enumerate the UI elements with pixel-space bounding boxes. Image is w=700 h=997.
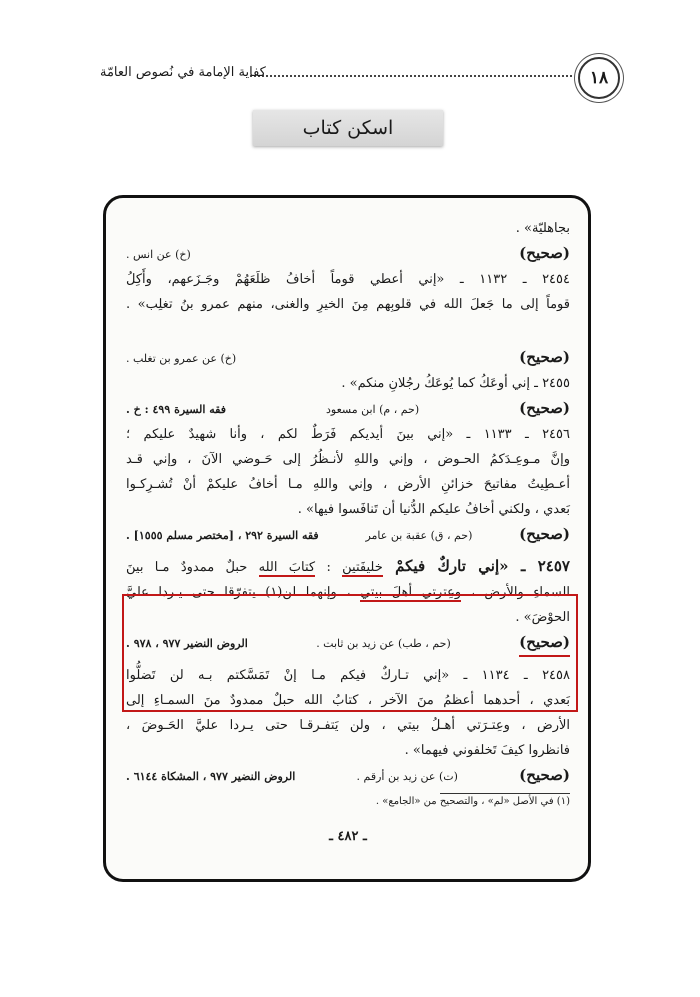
hadith-2456-line-4: بَعدي ، ولكني أخافُ عليكم الدُّنيا أن تَنافَسوا فيها» . (297, 502, 570, 517)
hadith-2454-line-1: ٢٤٥٤ ـ ١١٣٢ ـ «إني أعطي قوماً أخافُ ظلَعَهُمْ وجَـزَعهم، وأَكِلُ (126, 272, 571, 287)
hadith-2455-line: ٢٤٥٥ ـ إني أوعَكُ كما يُوعَكُ رجُلانِ منكم» . (341, 376, 570, 391)
hadith-2457-line-3: الحوْضَ» . (515, 610, 570, 625)
underlined-phrase: كتابَ الله (258, 560, 316, 575)
scanned-page (103, 195, 591, 882)
source: (خ) عن انس . (126, 248, 191, 261)
reference: الروض النضير ٩٧٧ ، المشكاة ٦١٤٤ . (126, 770, 296, 783)
book-title: كفاية الإمامة في نُصوص العامّة (100, 65, 266, 80)
underlined-phrase: وعِترتي أهلَ بيتي (359, 585, 462, 600)
reference: فقه السيرة ٢٩٢ ، [مختصر مسلم ١٥٥٥] . (126, 529, 319, 542)
page-number-badge (578, 57, 620, 99)
grade-row (126, 345, 570, 371)
grade-row (126, 241, 570, 267)
reference: الروض النضير ٩٧٧ ، ٩٧٨ . (126, 637, 248, 650)
footnote: (١) في الأصل «لم» ، والتصحيح من «الجامع» . (375, 796, 570, 807)
source: (حم ، م) ابن مسعود (326, 403, 420, 416)
hadith-2458-line-1: ٢٤٥٨ ـ ١١٣٤ ـ «إني تـاركٌ فيكم مـا إنْ تَمَسَّكتم بـه لن تَضلُّوا (126, 668, 571, 683)
page-header (100, 55, 620, 95)
header-dotted-rule (250, 75, 572, 77)
grade-row (126, 763, 570, 789)
grade: (صحيح) (519, 348, 570, 366)
page-number: ١٨ (589, 68, 609, 88)
highlight-box (122, 594, 578, 712)
hadith-2456-line-3: أعـطِيتُ مفاتيحَ خزائنِ الأرض ، وإني واللهِ مـا أخافُ عليكمْ أنْ تُشـرِكـوا (126, 477, 570, 492)
hadith-2456-line-1: ٢٤٥٦ ـ ١١٣٣ ـ «إني بينَ أيديكم فَرَطٌ لكم ، وأنا شهيدٌ عليكم ؛ (126, 427, 571, 442)
grade-row (126, 396, 570, 422)
scan-label-banner (253, 110, 443, 146)
hadith-2458-line-3: الأرض ، وعِتـرَتي أهـلُ بيتي ، ولن يَتفـرقـا حتى يـردا عليَّ الحَـوضَ ، (126, 718, 570, 733)
grade-row (126, 522, 570, 548)
grade: (صحيح) (519, 244, 570, 262)
grade: (صحيح) (519, 630, 570, 657)
hadith-2456-line-2: وإنَّ مـوعِـدَكمُ الحـوض ، وإني واللهِ لأنـظُرُ إلى حَـوضي الآنَ ، وإني قـد (126, 452, 570, 467)
source: (حم ، ق) عقبة بن عامر (365, 529, 473, 542)
underlined-phrase: خليفَتين (342, 560, 383, 575)
hadith-2458-line-2: بَعدي ، أحدهما أعظمُ منَ الآخر ، كتابُ الله حبلٌ ممدودٌ منَ السمـاءِ إلى (126, 693, 570, 708)
scan-label: اسكن كتاب (302, 117, 394, 139)
opening-line: بجاهليّة» . (515, 221, 570, 236)
grade: (صحيح) (519, 525, 570, 543)
grade: (صحيح) (519, 766, 570, 784)
hadith-2457-line-1: ٢٤٥٧ ـ «إني تاركٌ فيكمْ خليفَتين : كتابَ الله حبلٌ ممدودٌ مـا بينَ (126, 557, 570, 575)
source: (حم ، طب) عن زيد بن ثابت . (316, 637, 451, 650)
hadith-2458-line-4: فانظروا كيفَ تَخلفوني فيهما» . (404, 743, 570, 758)
source: (خ) عن عمرو بن تغلب . (126, 352, 237, 365)
scanned-text (126, 216, 570, 869)
reference: فقه السيرة ٤٩٩ : خ . (126, 403, 226, 416)
scan-page-number: ـ ٤٨٢ ـ (329, 829, 367, 844)
hadith-2454-line-2: قوماً إلى ما جَعلَ الله في قلوبِهم مِنَ الخيرِ والغنى، منهم عمرو بنُ تغلِب» . (126, 297, 570, 312)
source: (ت) عن زيد بن أرقم . (356, 770, 458, 783)
grade: (صحيح) (519, 399, 570, 417)
hadith-2457-line-2: السماءِ والأرض ، وعِترتي أهلَ بيتي ، وإنهما لن(١) يتفرّقا حتى يـردا عليَّ (126, 585, 570, 600)
